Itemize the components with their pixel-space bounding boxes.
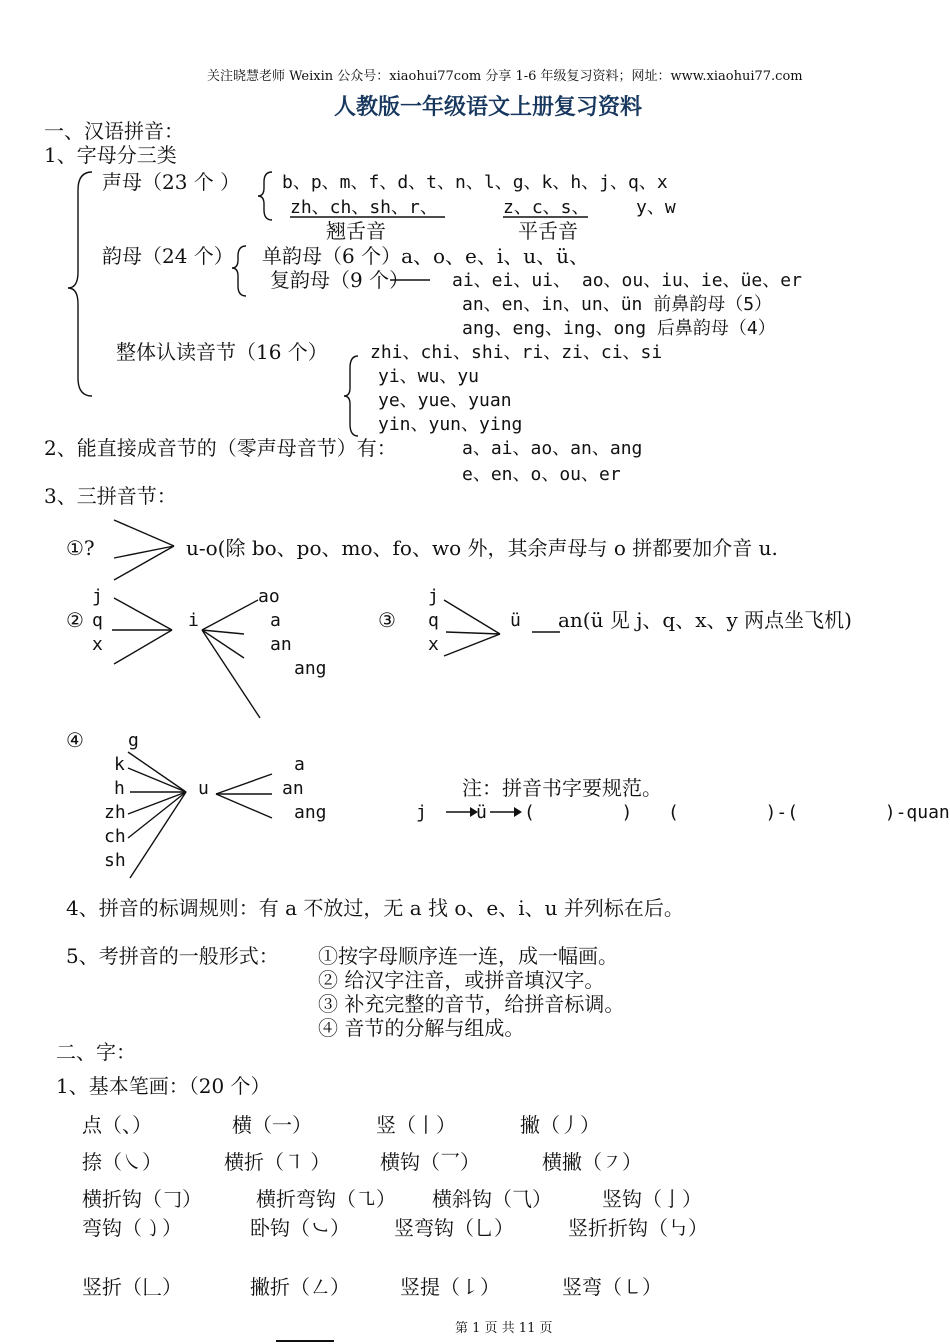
- finals-label: 韵母（24 个）: [102, 244, 234, 268]
- brace-initials: [258, 172, 272, 220]
- diagram2-ao: ao: [258, 586, 280, 607]
- section2-heading: 二、字：: [56, 1040, 136, 1064]
- initials-row2b: z、c、s、: [503, 197, 590, 218]
- exam-form-1: ①按字母顺序连一连，成一幅画。: [318, 944, 618, 968]
- triple-syllable-title: 3、三拼音节：: [44, 484, 177, 508]
- section1-heading: 一、汉语拼音：: [44, 119, 184, 143]
- initials-label: 声母（23 个 ）: [102, 170, 241, 194]
- stroke-item: 横斜钩（⺄）: [432, 1187, 552, 1211]
- letter-classes-title: 1、字母分三类: [44, 143, 177, 167]
- diagram4-an: an: [282, 778, 304, 799]
- stroke-item: 竖提（㇙）: [400, 1275, 500, 1299]
- page-title: 人教版一年级语文上册复习资料: [334, 94, 643, 120]
- stroke-item: 横撇（㇇）: [542, 1150, 642, 1174]
- stroke-item: 撇折（㇜）: [250, 1275, 350, 1299]
- back-nasal: ang、eng、ing、ong 后鼻韵母（4）: [462, 318, 776, 339]
- front-nasal: an、en、in、un、ün 前鼻韵母（5）: [462, 294, 773, 315]
- diagram1-text: u-o(除 bo、po、mo、fo、wo 外，其余声母与 o 拼都要加介音 u.: [186, 536, 778, 560]
- zero-initial-line1: a、ai、ao、an、ang: [462, 438, 643, 459]
- diagram2-q: q: [92, 610, 103, 631]
- initials-row2a: zh、ch、sh、r、: [290, 197, 438, 218]
- diagram2-j: j: [92, 586, 103, 607]
- stroke-item: 捺（㇏）: [82, 1150, 162, 1174]
- diagram2-an: an: [270, 634, 292, 655]
- diagram4-h: h: [114, 778, 125, 799]
- whole-line4: yin、yun、ying: [378, 414, 523, 435]
- diagram3-j: j: [428, 586, 439, 607]
- stroke-item: 卧钩（㇃）: [250, 1216, 350, 1240]
- whole-label: 整体认读音节（16 个）: [116, 340, 328, 364]
- exam-forms-label: 5、考拼音的一般形式：: [66, 944, 279, 968]
- diagram4-mark: ④: [66, 728, 84, 752]
- diagram4-g: g: [128, 730, 139, 751]
- exam-form-4: ④ 音节的分解与组成。: [318, 1016, 525, 1040]
- diagram3-q: q: [428, 610, 439, 631]
- diagram4-sh: sh: [104, 850, 126, 871]
- diagram4-u: u: [198, 778, 209, 799]
- stroke-item: 横折（㇕ ）: [224, 1150, 331, 1174]
- diagram2-i: i: [188, 610, 199, 631]
- formula-j: j: [416, 802, 427, 823]
- whole-line1: zhi、chi、shi、ri、zi、ci、si: [370, 342, 663, 363]
- brace-whole: [344, 356, 358, 436]
- spelling-note: 注：拼音书字要规范。: [462, 776, 662, 800]
- diagram2-ang: ang: [294, 658, 327, 679]
- exam-form-2: ② 给汉字注音，或拼音填汉字。: [318, 968, 605, 992]
- stroke-item: 弯钩（㇁）: [82, 1216, 182, 1240]
- stroke-item: 竖弯钩（乚）: [394, 1216, 514, 1240]
- stroke-item: 竖折折钩（㇉）: [568, 1216, 708, 1240]
- formula-blank1: ( ): [524, 802, 633, 823]
- whole-line2: yi、wu、yu: [378, 366, 480, 387]
- brace-main: [68, 172, 92, 396]
- formula-blank2: ( )-( )-quan: [668, 802, 950, 823]
- exam-form-3: ③ 补充完整的音节，给拼音标调。: [318, 992, 625, 1016]
- diagram2-mark: ②: [66, 608, 84, 632]
- tone-rule: 4、拼音的标调规则：有 a 不放过，无 a 找 o、e、i、u 并列标在后。: [66, 896, 684, 920]
- stroke-item: 横钩（乛）: [380, 1150, 480, 1174]
- diagram3-mark: ③: [378, 608, 396, 632]
- zero-initial-line2: e、en、o、ou、er: [462, 464, 621, 485]
- strokes-title: 1、基本笔画：（20 个）: [56, 1074, 271, 1098]
- retroflex-label: 翘舌音: [326, 219, 386, 243]
- diagram4-k: k: [114, 754, 125, 775]
- diagram1-mark: ①?: [66, 536, 95, 560]
- diagram3-u: ü: [510, 610, 521, 631]
- stroke-item: 竖钩（亅）: [602, 1187, 702, 1211]
- diagram3-text: an(ü 见 j、q、x、y 两点坐飞机): [558, 608, 852, 632]
- stroke-item: 点（、）: [82, 1113, 152, 1137]
- header-note: 关注晓慧老师 Weixin 公众号：xiaohui77com 分享 1-6 年级复习资料；网址：www.xiaohui77.com: [207, 69, 803, 84]
- diagram4-a: a: [294, 754, 305, 775]
- stroke-item: 竖折（𠃊）: [82, 1275, 182, 1299]
- diagram4-ch: ch: [104, 826, 126, 847]
- stroke-item: 横折弯钩（㇈）: [256, 1187, 396, 1211]
- diagram2-x: x: [92, 634, 103, 655]
- page-number: 第 1 页 共 11 页: [455, 1321, 553, 1336]
- stroke-item: 撇（丿）: [520, 1113, 600, 1137]
- stroke-item: 竖弯（㇄）: [562, 1275, 662, 1299]
- initials-row1: b、p、m、f、d、t、n、l、g、k、h、j、q、x: [282, 172, 668, 193]
- diagram2-a: a: [270, 610, 281, 631]
- diagram4-zh: zh: [104, 802, 126, 823]
- compound-list: ai、ei、ui、 ao、ou、iu、ie、üe、er: [452, 270, 802, 291]
- whole-line3: ye、yue、yuan: [378, 390, 512, 411]
- brace-finals: [232, 246, 246, 296]
- simple-finals: 单韵母（6 个）a、o、e、i、u、ü、: [262, 244, 590, 268]
- compound-label: 复韵母（9 个）: [270, 268, 410, 292]
- diagram3-x: x: [428, 634, 439, 655]
- stroke-item: 横（一）: [232, 1113, 312, 1137]
- diagram4-ang: ang: [294, 802, 327, 823]
- initials-row2c: y、w: [636, 197, 676, 218]
- stroke-item: 横折钩（𠃌）: [82, 1187, 202, 1211]
- formula-u: ü: [476, 802, 487, 823]
- zero-initial-label: 2、能直接成音节的（零声母音节）有：: [44, 436, 397, 460]
- stroke-item: 竖（丨）: [376, 1113, 456, 1137]
- flat-label: 平舌音: [518, 219, 578, 243]
